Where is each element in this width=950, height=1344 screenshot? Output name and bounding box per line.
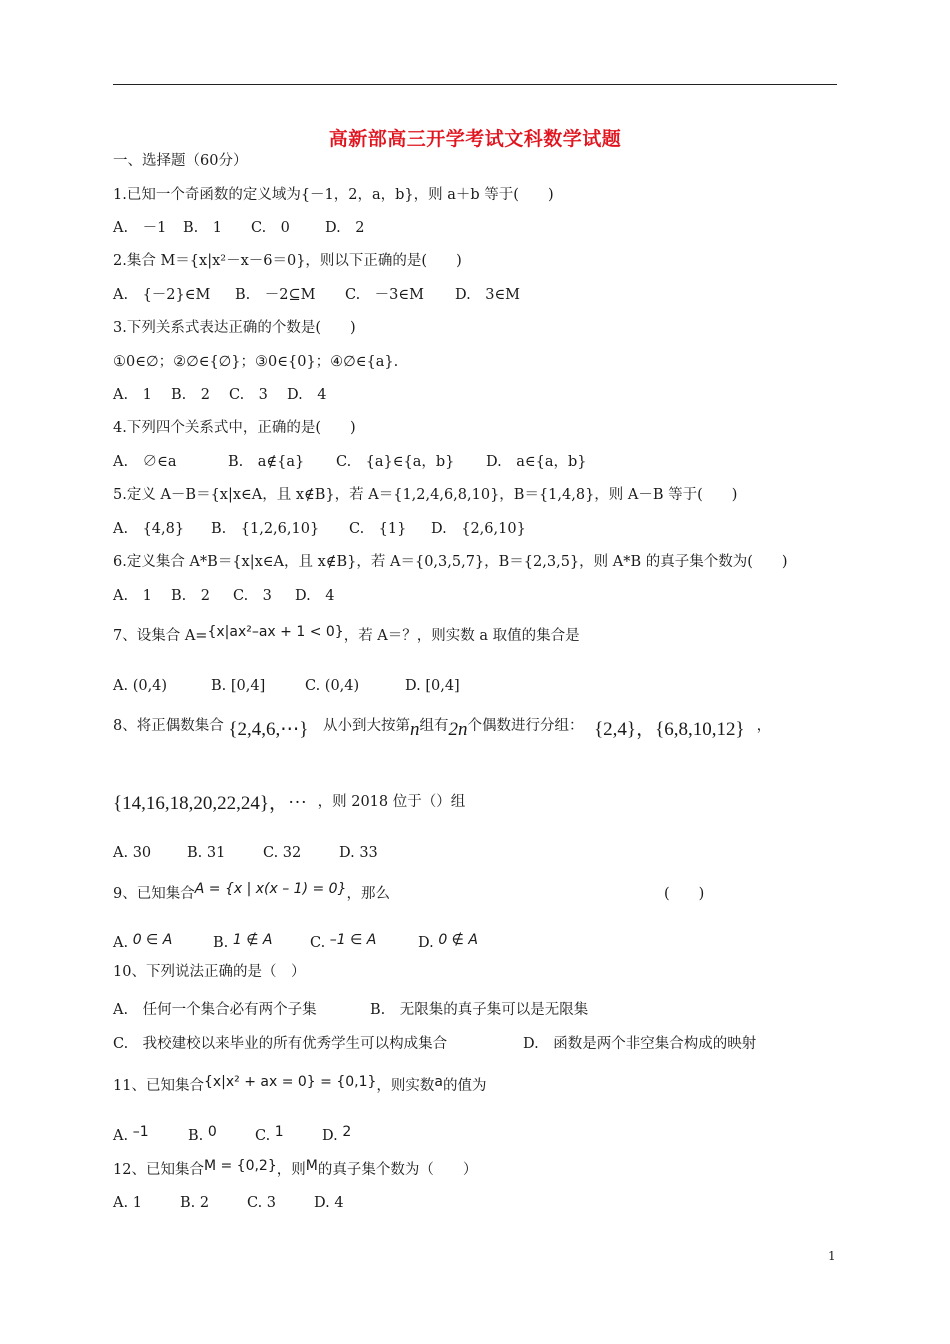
q1-option-a: A. －1	[113, 220, 167, 236]
section-heading: 一、选择题（60分）	[113, 153, 248, 169]
q8-group-2: {6,8,10,12}	[655, 719, 745, 740]
q8-option-c: C. 32	[263, 845, 302, 861]
q7-option-b: B. [0,4]	[211, 678, 266, 694]
q11-formula: {x|x² + ax = 0} = {0,1}	[203, 1074, 377, 1090]
q12-option-d: D. 4	[314, 1195, 344, 1211]
q5-option-b: B. {1,2,6,10}	[211, 521, 320, 537]
q7-option-a: A. (0,4)	[113, 678, 168, 694]
q2-option-b: B. －2⊆M	[235, 287, 316, 303]
question-3-statements: ①0∈∅；②∅∈{∅}；③0∈{0}；④∅∈{a}.	[113, 354, 399, 370]
question-9-stem	[113, 881, 713, 903]
q8-set: {2,4,6,⋯}	[228, 719, 309, 740]
q11-option-a	[113, 1124, 188, 1145]
q10-option-d: D. 函数是两个非空集合构成的映射	[523, 1036, 757, 1052]
question-8-options	[113, 844, 378, 862]
q3-option-c: C. 3	[229, 387, 268, 403]
question-5-stem: 5.定义 A－B＝{x|x∈A，且 x∉B}，若 A＝{1,2,4,6,8,10}，B＝{1,4,8}，则 A－B 等于( )	[113, 487, 738, 503]
question-10-stem: 10、下列说法正确的是（ ）	[113, 964, 306, 980]
q1-option-c: C. 0	[251, 220, 290, 236]
q4-option-b: B. a∉{a}	[228, 454, 305, 470]
question-1-stem: 1.已知一个奇函数的定义域为{－1，2，a，b}，则 a＋b 等于( )	[113, 187, 554, 203]
q12-option-b: B. 2	[180, 1195, 210, 1211]
q5-option-c: C. {1}	[349, 521, 407, 537]
page-number: 1	[828, 1249, 836, 1263]
q5-option-a: A. {4,8}	[113, 521, 185, 537]
q8-ellipsis: ，⋯	[269, 793, 308, 814]
q11-option-c-math: 1	[274, 1124, 284, 1140]
question-8-line2	[113, 792, 466, 814]
q9-option-b	[213, 934, 310, 952]
q12-option-c: C. 3	[247, 1195, 277, 1211]
question-7-options	[113, 677, 460, 695]
q10-option-b: B. 无限集的真子集可以是无限集	[370, 1002, 589, 1018]
q9-option-d	[418, 934, 478, 952]
q11-option-c	[255, 1124, 322, 1145]
q11-option-d-math: 2	[342, 1124, 352, 1140]
q5-option-d: D. {2,6,10}	[431, 521, 526, 537]
q8-group-1: {2,4}	[594, 719, 637, 740]
q9-suffix: ，那么	[346, 886, 390, 902]
q8-end-comma: ，	[756, 718, 772, 734]
q2-option-a: A. {－2}∈M	[113, 287, 211, 303]
q9-option-c-math: –1 ∈ A	[329, 932, 377, 948]
q8-text-2: 组有	[419, 718, 449, 734]
q11-option-b	[188, 1124, 255, 1145]
q3-option-d: D. 4	[287, 387, 327, 403]
q6-option-c: C. 3	[233, 588, 272, 604]
question-11-stem	[113, 1074, 487, 1095]
q7-suffix: ，若 A＝？，则实数 a 取值的集合是	[343, 628, 580, 644]
page-title: 高新部高三开学考试文科数学试题	[328, 128, 622, 150]
q8-comma: ，	[636, 719, 656, 740]
q12-suffix-2: 的真子集个数为（ ）	[317, 1162, 478, 1178]
q8-option-a: A. 30	[113, 845, 152, 861]
q4-option-d: D. a∈{a，b}	[486, 454, 587, 470]
q4-option-c: C. {a}∈{a，b}	[336, 454, 455, 470]
question-12-stem	[113, 1158, 478, 1179]
question-9-answer-paren: ( )	[664, 886, 705, 902]
q4-option-a: A. ∅∈a	[113, 454, 177, 470]
q8-2n: 2n	[448, 719, 468, 740]
q12-variable: M	[305, 1158, 318, 1174]
q12-formula: M = {0,2}	[203, 1158, 277, 1174]
q9-option-b-math: 1 ∉ A	[232, 932, 273, 948]
q8-prefix: 8、将正偶数集合	[113, 718, 224, 734]
q9-prefix: 9、已知集合	[113, 886, 195, 902]
question-9-options	[113, 934, 478, 952]
q9-option-a-math: 0 ∈ A	[132, 932, 173, 948]
q9-option-c-label: C.	[310, 935, 326, 951]
q11-option-a-label: A.	[113, 1128, 129, 1144]
q9-option-b-label: B.	[213, 935, 229, 951]
q9-option-d-math: 0 ∉ A	[438, 932, 478, 948]
question-1-options	[113, 219, 364, 237]
question-2-options	[113, 286, 520, 304]
question-5-options	[113, 520, 526, 538]
header-rule	[113, 84, 837, 85]
q12-option-a: A. 1	[113, 1195, 142, 1211]
q2-option-d: D. 3∈M	[455, 287, 521, 303]
q9-option-a	[113, 934, 213, 952]
question-8-line1	[113, 716, 772, 740]
q3-option-b: B. 2	[171, 387, 210, 403]
q7-option-c: C. (0,4)	[305, 678, 360, 694]
q12-prefix: 12、已知集合	[113, 1162, 204, 1178]
question-4-options	[113, 453, 586, 471]
q7-option-d: D. [0,4]	[405, 678, 460, 694]
question-12-options	[113, 1194, 344, 1212]
question-6-stem: 6.定义集合 A*B＝{x|x∈A，且 x∉B}，若 A＝{0,3,5,7}，B＝{2,3,5}，则 A*B 的真子集个数为( )	[113, 554, 788, 570]
q1-option-d: D. 2	[325, 220, 365, 236]
q8-suffix: ，则 2018 位于（）组	[317, 794, 466, 810]
q8-text-3: 个偶数进行分组：	[467, 718, 584, 734]
q8-text-1: 从小到大按第	[322, 718, 410, 734]
q12-suffix: ，则	[276, 1162, 306, 1178]
q11-option-b-math: 0	[207, 1124, 217, 1140]
q2-option-c: C. －3∈M	[345, 287, 424, 303]
q3-option-a: A. 1	[113, 387, 152, 403]
q10-option-a: A. 任何一个集合必有两个子集	[113, 1002, 317, 1018]
question-6-options	[113, 587, 334, 605]
q11-option-a-math: –1	[132, 1124, 149, 1140]
q7-formula: {x|ax²–ax + 1 < 0}	[207, 624, 344, 640]
q8-option-d: D. 33	[339, 845, 378, 861]
q8-group-3: {14,16,18,20,22,24}	[113, 793, 269, 814]
question-10-options-cd	[113, 1035, 756, 1053]
q11-suffix: ，则实数	[376, 1078, 435, 1094]
question-11-options	[113, 1124, 352, 1145]
q11-option-c-label: C.	[255, 1128, 271, 1144]
question-4-stem: 4.下列四个关系式中，正确的是( )	[113, 420, 356, 436]
q11-option-d	[322, 1124, 352, 1145]
q6-option-b: B. 2	[171, 588, 210, 604]
q9-option-a-label: A.	[113, 935, 129, 951]
q11-prefix: 11、已知集合	[113, 1078, 204, 1094]
q10-option-c: C. 我校建校以来毕业的所有优秀学生可以构成集合	[113, 1036, 448, 1052]
q11-suffix-2: 的值为	[443, 1078, 487, 1094]
q9-option-c	[310, 934, 418, 952]
question-3-options	[113, 386, 326, 404]
q8-n: n	[409, 719, 420, 740]
question-7-stem	[113, 624, 580, 645]
question-10-options-ab	[113, 1001, 588, 1019]
q11-option-b-label: B.	[188, 1128, 204, 1144]
q9-formula: A = {x | x(x – 1) = 0}	[194, 881, 347, 897]
q11-variable: a	[434, 1074, 444, 1090]
question-3-stem: 3.下列关系式表达正确的个数是( )	[113, 320, 356, 336]
q11-option-d-label: D.	[322, 1128, 338, 1144]
q6-option-a: A. 1	[113, 588, 152, 604]
q7-prefix: 7、设集合 A=	[113, 628, 208, 644]
q8-option-b: B. 31	[187, 845, 226, 861]
question-2-stem: 2.集合 M＝{x|x²－x－6＝0}，则以下正确的是( )	[113, 253, 462, 269]
q1-option-b: B. 1	[183, 220, 222, 236]
q9-option-d-label: D.	[418, 935, 434, 951]
q6-option-d: D. 4	[295, 588, 335, 604]
